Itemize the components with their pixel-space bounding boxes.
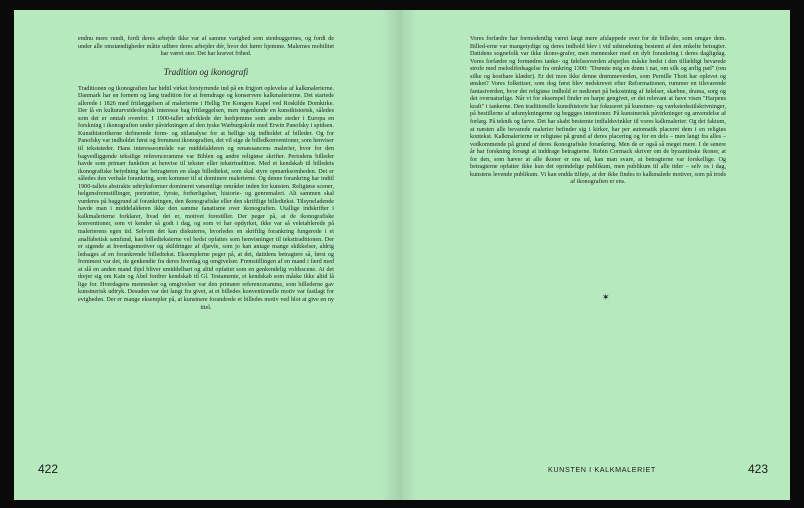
left-page-text (78, 36, 334, 312)
page-number-right: 423 (748, 462, 769, 476)
right-page-text (470, 36, 726, 187)
star-ornament-icon: ✶ (602, 293, 610, 303)
right-page (402, 10, 790, 500)
left-body-text: Traditionen og ikonografien har hidtil virket forstyrrende ind på en frigjort oplevelse af kalkmalerierne. Danmark har en fornem og lang tradition for at fremdrage og konservere kalkmalerierne. Det startede allerede i 1826 med fritlæggelsen af malerierne i Hellig Tre Kongers Kapel ved Roskilde Domkirke. Der lå en kulturarvsideologisk interesse bag fritlæggelsen, men ingenlunde en kunsthistorisk, således som det er omtalt ovenfor. I 1900-tallet udviklede der herhjemme som andre steder i Europa en forskning i ikonografien under påvirkningen af den tyske Warburgskole med Erwin Panofsky i spidsen. Kunsthistorikerne definerede form- og stilanalyse for at hellige sig indholdet af billeder. Og for Panofsky var indholdet først og fremmest ikonografien, det vil sige de billedkonventioner, som henviser til tekststeder. Hans interesseområde var middelalderen og renæssancens malerier, hvor for den bagvedliggende tekstlige referenceramme var Biblen og andre religiøse skrifter. Periodens billeder havde som primær funktion at henvise til tekster eller tekstrtradition. Med et kendskab til billedets ikonografiske betydning har betragteren en slags billedtekst, som skal styre opmærksomheden. Det er således den verbale forankring, som kommer til at dominere malerierne. Og denne forankring har indtil 1900-tallets abstrakte udtryksformer domineret væsentlige områder inden for kunsten. Religiøse scener, helgensfremstillinger, portrætter, fyrste, forherligelser, historie- og genremaleri. Alt sammen skal vurderes på baggrund af forankringen, den ikonografiske eller den skriftlige billedtekst. Tilsyneladende havde man i middelalderen ikke den samme fanatisme over ikonografien. Utallige indskrifter i kalkmalerierne forklarer, hvad det er, motivet forestiller. Der peger på, at de ikonografiske konventioner, som vi kender så godt i dag, og som vi har opdyrket, ikke var så veletablerede på malerierens egen tid. Selvom det kan diskuteres, hvorledes en skriftlig forankring fungerede i et analfabetisk samfund, kan billedteksterne vel bedst opfattes som henvisninger til teksttraditionen. Der er sigende at hverdagsmotiver og skildringer af djævle, som jo kan antage mange skikkelser, aldrig ledsages af en forankrende billedtekst. Eksemplerne peger på, at det, datidens betragtere så, først og fremmest var det, de genkendte fra deres hverdag og omgivelser. Fremstillingen af en mand i færd med at slå en anden mand ihjel bliver umiddelbart og altid opfattet som en genkendelig voldsscene. At det drejer sig om Kain og Abel fordrer kendskab til Gl. Testamente, et kendskab som måske ikke altid lå lige for. Hverdagens mennesker og omgivelser var den primære referenceramme, som billederne gav kunstnerisk udtryk. Desuden var det langt fra givet, at et billedes konventionelle motiv var fastlagt for evigheden. Der er mange eksempler på, at kunstnere forandrede et billedes motiv ved blot at give en ny titel. (78, 85, 334, 311)
page-number-left: 422 (38, 462, 59, 476)
running-head: KUNSTEN I KALKMALERIET (548, 465, 656, 474)
left-page (14, 10, 402, 500)
left-intro-paragraph: endnu mere rundt, fordi deres arbejde ikke var af samme varighed som stenhuggernes, og fordi de under alle omstændigheder måtte udføre deres arbejder dér, hvor det hører hjemme. Malernes mobilitet har været stor. Det har krævet frihed. (78, 36, 334, 58)
section-heading: Tradition og ikonografi (163, 66, 249, 77)
right-body-text: Vores forfædre har formodentlig været langt mere afslappede over for de billeder, som omgav dem. Billed-erne var mangetydige og deres indhold blev i vid udstrækning bestemt af den enkelte betragter. Datidens sognefolk var ikke ikono-grafer, men mennesker med en dyb forankring i deres dagligdag. Vores forfædre og formødres tanke- og følelsesverden afspejles måske bedst i den tilfældigt bevarede strofe med melodifedsagelse fra omkring 1300: "Drømte mig en drøm i nat, om silk og ærlig pæl" (om silke og kostbare klæder). Er det mon ikke denne drømmeverden, som Pernille Thott har oplevet og ønsket? Vores folketiser, som dog først blev nedskrevet efter Reformationen, rummer en tilsvarende fantasiverden, hvor det religiøse indhold er nedtonet på bekostning af følelser, skæbne, drama, sorg og det overnaturlige. Når vi for eksempel finder en harpe gengivet, er det relevant at have visen "Harpens kraft" i tankerne. Den traditionelle kunsthistorie har fokuseret på kunstner- og værkstedsstilskrivninger, på bestillerne af udsmykningerne og beggges intentioner. På kunstnerisk påvirkninger og anvendelse af forlæg. På teknik og farve. Det har skabt bestemte indfaldsvinkler til vores kalkmalerier. Og det faktum, at næsten alle bevarede malerier befinder sig i kirker, har per automatik placeret dem i en religiøs kontekst. Kalkmalerierne er religiøse på grund af deres placering og for en dels – men langt fra alles – vedkommende på grund af deres ikonografiske forankring. Men de er også så meget mere. I de senere år har forskning forsøgt at inddrage betragterne. Robin Cormack skriver om de byzantinske ikoner, at for den, som hæver at alle ikoner er ens ud, kan man svare, at betragterne var forskellige. Og betragterne opfatter ikke kun det oprindelige publikum, men publikum til alle tider – selv os i dag, kunstens levende publikum. Vi kan endda tilføje, at der ikke findes to kalkmalede motiver, som på trods af ikonografien er ens. (470, 36, 726, 186)
book-spread (14, 10, 790, 500)
